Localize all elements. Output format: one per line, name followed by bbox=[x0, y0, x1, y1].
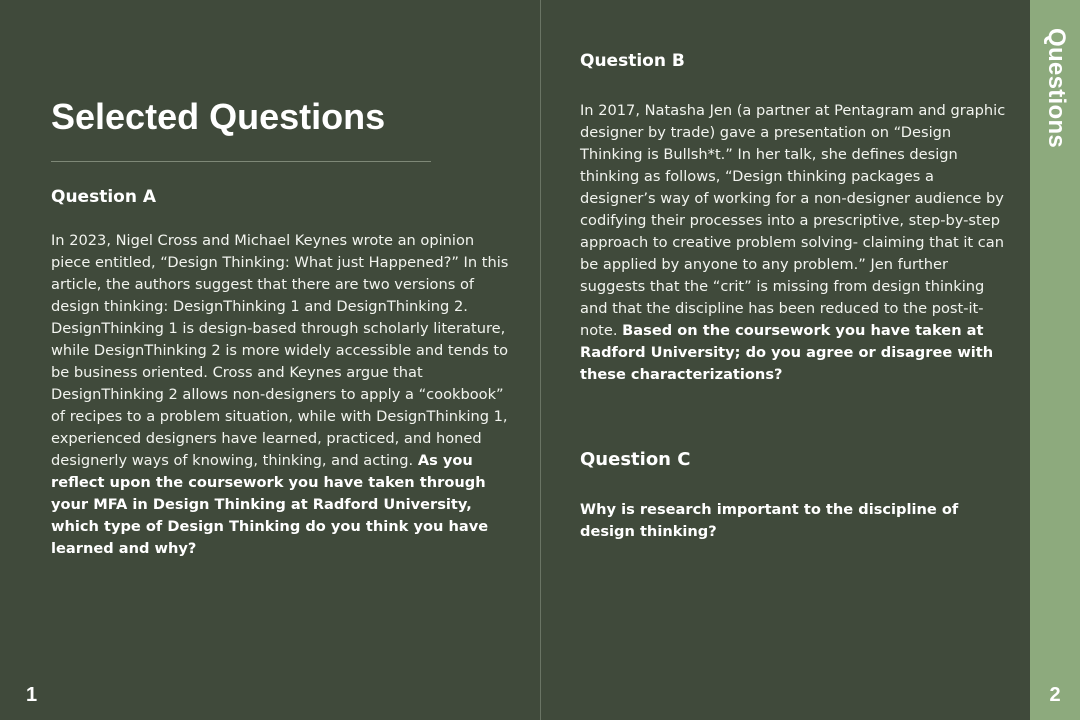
side-tab-label: Questions bbox=[1043, 28, 1070, 149]
question-b-heading: Question B bbox=[580, 51, 685, 71]
title-divider bbox=[51, 161, 431, 162]
page-title: Selected Questions bbox=[51, 96, 386, 137]
question-c-heading: Question C bbox=[580, 449, 691, 470]
question-b-text bbox=[580, 100, 1010, 386]
page-number-right: 2 bbox=[1049, 684, 1061, 706]
section-side-tab bbox=[1030, 0, 1080, 720]
question-a-heading: Question A bbox=[51, 187, 157, 207]
question-a-body: In 2023, Nigel Cross and Michael Keynes wrote an opinion piece entitled, “Design Thinking: What just Happened?” In this article, the authors suggest that there are two versions of design thinking: DesignThinking 1 and DesignThinking 2. DesignThinking 1 is design-based through scholarly literature, while DesignThinking 2 is more widely accessible and tends to be business oriented. Cross and Keynes argue that DesignThinking 2 allows non-designers to apply a “cookbook” of recipes to a problem situation, while with DesignThinking 1, experienced designers have learned, practiced, and honed designerly ways of knowing, thinking, and acting. bbox=[51, 232, 509, 469]
question-c-text bbox=[580, 499, 1000, 543]
question-b-body: In 2017, Natasha Jen (a partner at Pentagram and graphic designer by trade) gave a presentation on “Design Thinking is Bullsh*t.” In her talk, she defines design thinking as follows, “Design thinking packages a designer’s way of working for a non-designer audience by codifying their processes into a prescriptive, step-by-step approach to creative problem solving- claiming that it can be applied by anyone to any problem.” Jen further suggests that the “crit” is missing from design thinking and that the discipline has been reduced to the post-it-note. bbox=[580, 102, 1006, 339]
question-a-text bbox=[51, 230, 511, 560]
question-c-prompt: Why is research important to the discipline of design thinking? bbox=[580, 501, 959, 540]
question-a-prompt: As you reflect upon the coursework you have taken through your MFA in Design Thinking at Radford University, which type of Design Thinking do you think you have learned and why? bbox=[51, 452, 489, 557]
page-number-left: 1 bbox=[26, 684, 38, 706]
question-b-prompt: Based on the coursework you have taken at Radford University; do you agree or disagree with these characterizations? bbox=[580, 322, 994, 383]
